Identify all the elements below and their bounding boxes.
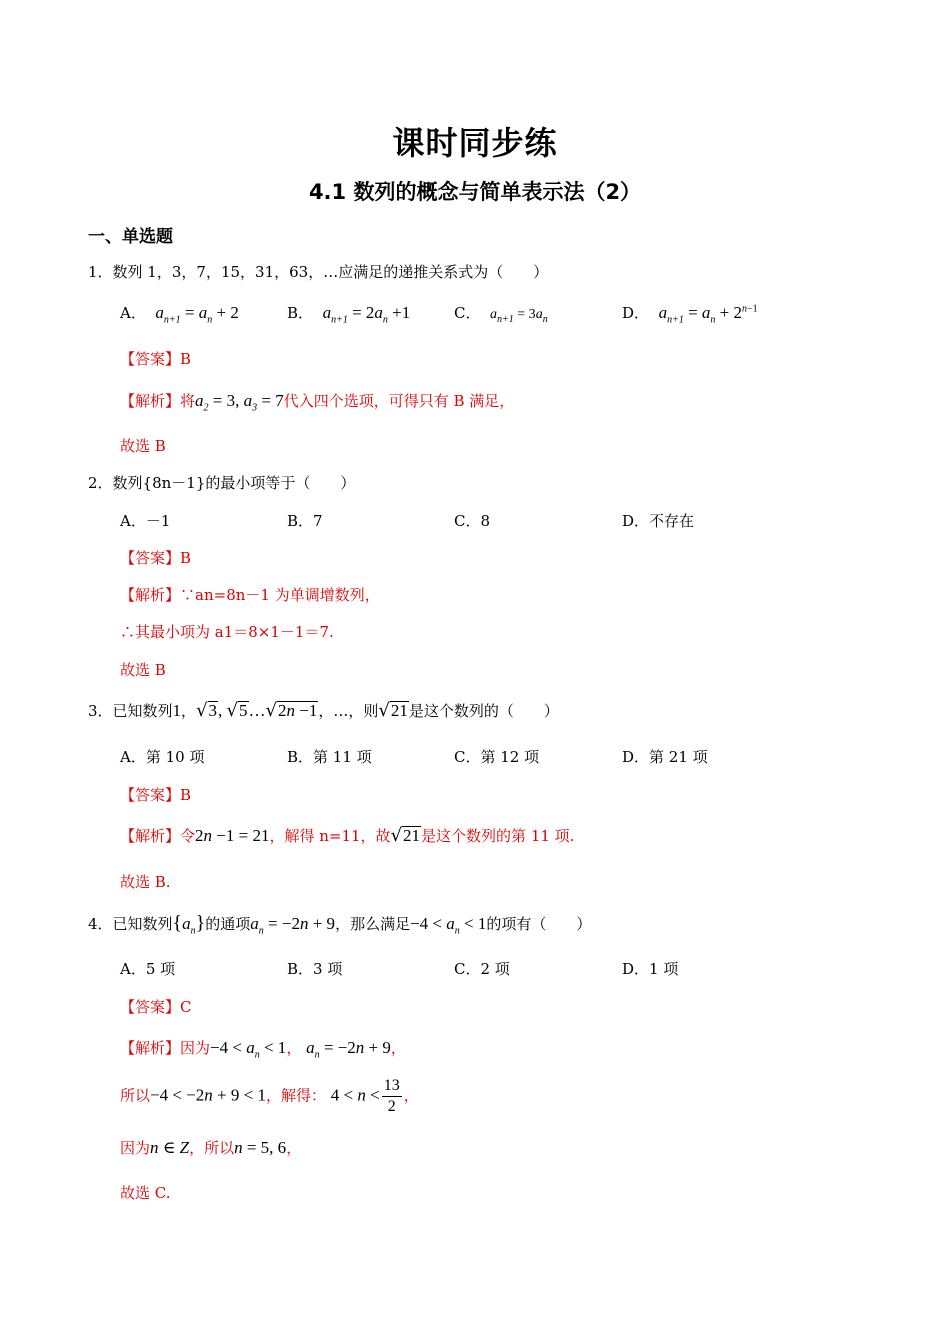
q2-analysis-line2: ∴其最小项为 a1＝8×1－1＝7.: [120, 623, 334, 641]
q3-option-c: C．第 12 项: [454, 748, 540, 766]
q4-option-d: D．1 项: [622, 960, 679, 978]
q2-conclusion: 故选 B: [120, 661, 166, 679]
q2-analysis: 【解析】∵an=8n－1 为单调增数列，: [120, 586, 380, 604]
q1-option-a: A． $a_{n+1} = a_n + 2$: [120, 303, 239, 326]
q3-option-b: B．第 11 项: [287, 748, 372, 766]
q4-option-b: B．3 项: [287, 960, 343, 978]
q4-analysis: 【解析】因为$-4 < a_n < 1$， $a_n = -2n + 9$，: [120, 1038, 406, 1061]
q1-stem: 1．数列 1，3，7，15，31，63，…应满足的递推关系式为（ ）: [88, 263, 549, 281]
q2-option-d: D．不存在: [622, 512, 695, 530]
q1-analysis: 【解析】将$a_2 = 3$, $a_3 = 7$代入四个选项，可得只有 B 满足，: [120, 391, 515, 414]
q4-option-c: C．2 项: [454, 960, 510, 978]
section-heading: 一、单选题: [88, 227, 173, 247]
q3-answer: 【答案】B: [120, 786, 192, 804]
q1-option-d: D． $a_{n+1} = a_n + 2^{n-1}$: [622, 303, 758, 326]
q1-option-c: C． $a_{n+1} = 3a_n$: [454, 304, 548, 325]
fraction-13-over-2: $\frac{13}{2}$: [383, 1077, 400, 1115]
page-subtitle: 4.1 数列的概念与简单表示法（2）: [308, 180, 642, 204]
q4-analysis-line3: 因为n ∈ Z，所以n = 5, 6，: [120, 1138, 302, 1157]
q4-option-a: A．5 项: [120, 960, 176, 978]
q1-conclusion: 故选 B: [120, 437, 166, 455]
q4-answer: 【答案】C: [120, 998, 192, 1016]
q3-option-a: A．第 10 项: [120, 748, 205, 766]
q4-stem: 4．已知数列$\{a_n\}$的通项$a_n = -2n + 9$，那么满足$-4 < a_n < 1$的项有（ ）: [88, 912, 592, 937]
q2-option-c: C．8: [454, 512, 491, 530]
q3-stem: 3．已知数列1，√3, √5…√2n −1，…，则√21是这个数列的（ ）: [88, 700, 559, 721]
q2-option-a: A．－1: [120, 512, 171, 530]
q1-answer: 【答案】B: [120, 350, 192, 368]
q2-option-b: B．7: [287, 512, 323, 530]
page-title: 课时同步练: [392, 124, 558, 162]
q2-stem: 2．数列{8n－1}的最小项等于（ ）: [88, 474, 356, 492]
q4-analysis-line2: 所以−4 < −2n + 9 < 1，解得： 4 < n < $\frac{13}{2}$ ，: [120, 1077, 419, 1115]
q3-conclusion: 故选 B.: [120, 873, 171, 891]
q3-analysis: 【解析】令2n −1 = 21，解得 n=11，故√21是这个数列的第 11 项.: [120, 825, 575, 846]
q2-answer: 【答案】B: [120, 549, 192, 567]
q4-conclusion: 故选 C.: [120, 1184, 171, 1202]
q3-option-d: D．第 21 项: [622, 748, 708, 766]
q1-option-b: B． $a_{n+1} = 2a_n +1$: [287, 303, 411, 326]
